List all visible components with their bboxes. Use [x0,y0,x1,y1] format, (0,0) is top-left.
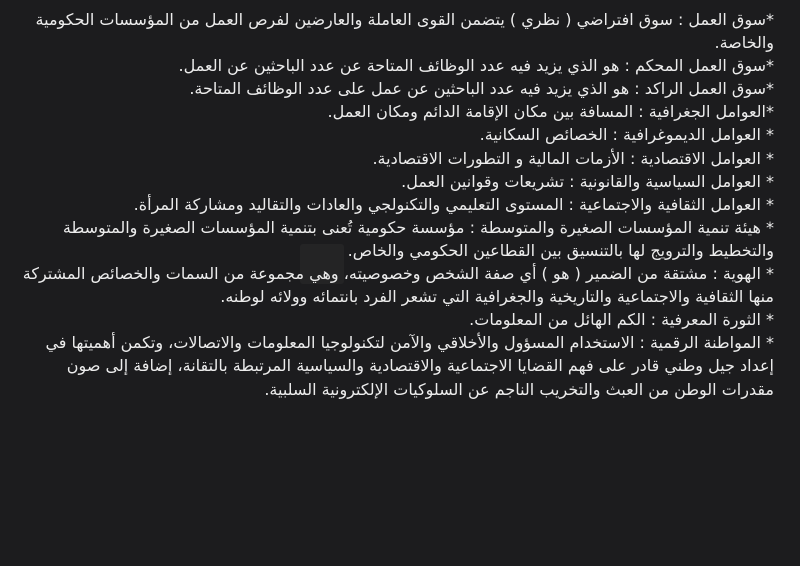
note-text [16,8,774,401]
definition-digital-citizenship: * المواطنة الرقمية : الاستخدام المسؤول والأخلاقي والآمن لتكنولوجيا المعلومات والاتصالات، وتكمن أهميتها في إعداد جيل وطني قادر على فهم القضايا الاجتماعية والاقتصادية والسياسية المرتبطة بالتقانة، إضافة إلى صون مقدرات الوطن من العبث والتخريب الناجم عن السلوكيات الإلكترونية السلبية. [45,333,774,399]
definition-tight-labor-market: *سوق العمل المحكم : هو الذي يزيد فيه عدد الوظائف المتاحة عن عدد الباحثين عن العمل. [178,56,774,76]
definition-sme-authority: * هيئة تنمية المؤسسات الصغيرة والمتوسطة : مؤسسة حكومية تُعنى بتنمية المؤسسات الصغيرة والمتوسطة والتخطيط والترويج لها بالتنسيق بين القطاعين الحكومي والخاص. [62,217,774,260]
definition-geographic-factors: *العوامل الجغرافية : المسافة بين مكان الإقامة الدائم ومكان العمل. [327,102,774,122]
definition-political-legal-factors: * العوامل السياسية والقانونية : تشريعات وقوانين العمل. [401,171,774,191]
definition-labor-market: *سوق العمل : سوق افتراضي ( نظري ) يتضمن القوى العاملة والعارضين لفرص العمل من المؤسسات الحكومية والخاصة. [35,10,774,53]
definition-knowledge-revolution: * الثورة المعرفية : الكم الهائل من المعلومات. [469,310,774,330]
definition-cultural-social-factors: * العوامل الثقافية والاجتماعية : المستوى التعليمي والتكنولجي والعادات والتقاليد ومشاركة المرأة. [133,194,774,214]
definition-stagnant-labor-market: *سوق العمل الراكد : هو الذي يزيد فيه عدد الباحثين عن عمل على عدد الوظائف المتاحة. [189,79,774,99]
definition-economic-factors: * العوامل الاقتصادية : الأزمات المالية و التطورات الاقتصادية. [372,148,774,168]
definition-demographic-factors: * العوامل الديموغرافية : الخصائص السكانية. [479,125,774,145]
definition-identity: * الهوية : مشتقة من الضمير ( هو ) أي صفة الشخص وخصوصيته، وهي مجموعة من السمات والخصائص المشتركة منها الثقافية والاجتماعية والتاريخية والجغرافية التي تشعر الفرد بانتمائه وولائه لوطنه. [22,264,774,307]
